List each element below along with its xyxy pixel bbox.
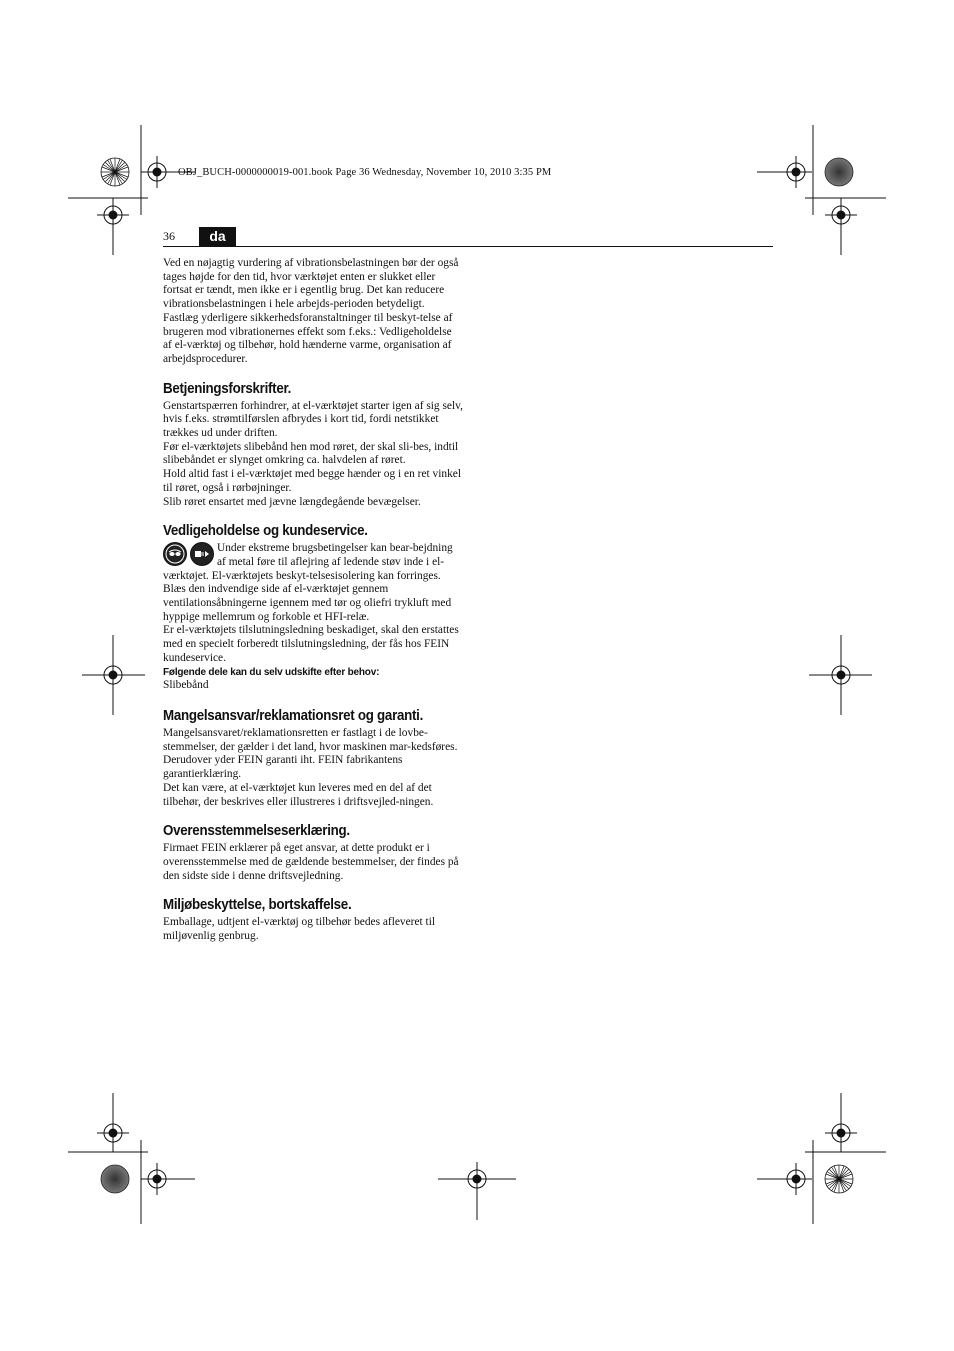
section-heading-warranty: Mangelsansvar/reklamationsret og garanti. (163, 707, 424, 724)
paragraph: Firmaet FEIN erklærer på eget ansvar, at dette produkt er i overensstemmelse med de gældende bestemmelser, der findes på den sidste side i denne driftsvejledning. (163, 842, 459, 882)
section-heading-environment: Miljøbeskyttelse, bortskaffelse. (163, 897, 352, 914)
paragraph: Før el-værktøjets slibebånd hen mod røret, der skal sli-bes, indtil slibebåndet er slynget omkring ca. halvdelen af røret. (163, 440, 459, 467)
parts-heading: Følgende dele kan du selv udskifte efter behov: (163, 666, 380, 678)
language-badge: da (199, 227, 236, 246)
paragraph: Det kan være, at el-værktøjet kun leveres med en del af det tilbehør, der beskrives eller illustreres i driftsvejled-ningen. (163, 781, 434, 808)
section-heading-conformity: Overensstemmelseserklæring. (163, 823, 350, 840)
paragraph: Genstartspærren forhindrer, at el-værktøjet starter igen af sig selv, hvis f.eks. strømtilførslen afbrydes i kort tid, fordi netstikket trækkes ud under driften. (163, 399, 463, 440)
section-heading-operating: Betjeningsforskrifter. (163, 380, 292, 397)
maintenance-icons (163, 542, 217, 568)
page-number: 36 (163, 229, 175, 243)
paragraph: Hold altid fast i el-værktøjet med begge hænder og i en ret vinkel til røret, også i rørbøjninger. (163, 468, 461, 494)
paragraph: Mangelsansvaret/reklamationsretten er fastlagt i de lovbe-stemmelser, der gælder i det land, hvor maskinen mar-kedsføres. Derudover yder FEIN garanti iht. FEIN fabrikantens garantierklæring. (163, 726, 458, 781)
intro-paragraph: Ved en nøjagtig vurdering af vibrationsbelastningen bør der også tages højde for den tid, hvor værktøjet enten er slukket eller fortsat er tændt, men ikke er i egentlig brug. Det kan reducere vibrationsbelastningen i hele arbejds-perioden betydeligt. (163, 257, 459, 311)
paragraph: Emballage, udtjent el-værktøj og tilbehør bedes afleveret til miljøvenlig genbrug. (163, 916, 436, 943)
book-info-line: OBJ_BUCH-0000000019-001.book Page 36 Wednesday, November 10, 2010 3:35 PM (178, 167, 552, 178)
header-rule (163, 246, 773, 247)
eye-protection-icon (163, 542, 187, 566)
parts-list: Slibebånd (163, 679, 209, 692)
section-heading-maintenance: Vedligeholdelse og kundeservice. (163, 523, 368, 540)
paragraph: Slib røret ensartet med jævne længdegående bevægelser. (163, 495, 421, 508)
paragraph: Er el-værktøjets tilslutningsledning beskadiget, skal den erstattes med en specielt forberedt tilslutningsledning, der fås hos FEIN kundeservice. (163, 624, 459, 664)
paragraph: Under ekstreme brugsbetingelser kan bear-bejdning af metal føre til aflejring af ledende støv inde i el-værktøjet. El-værktøjets beskyt-telsesisolering kan forringes. Blæs den indvendige side af el-værktøjet gennem ventilationsåbningerne igennem med tør og oliefri trykluft med hyppige mellemrum og forkoble et HFI-relæ. (163, 542, 453, 623)
text-column (163, 257, 463, 944)
unplug-icon (190, 542, 214, 566)
intro-paragraph: Fastlæg yderligere sikkerhedsforanstaltninger til beskyt-telse af brugeren mod vibrationernes effekt som f.eks.: Vedligeholdelse af el-værktøj og tilbehør, hold hænderne varme, organisation af arbejdsprocedurer. (163, 311, 453, 365)
